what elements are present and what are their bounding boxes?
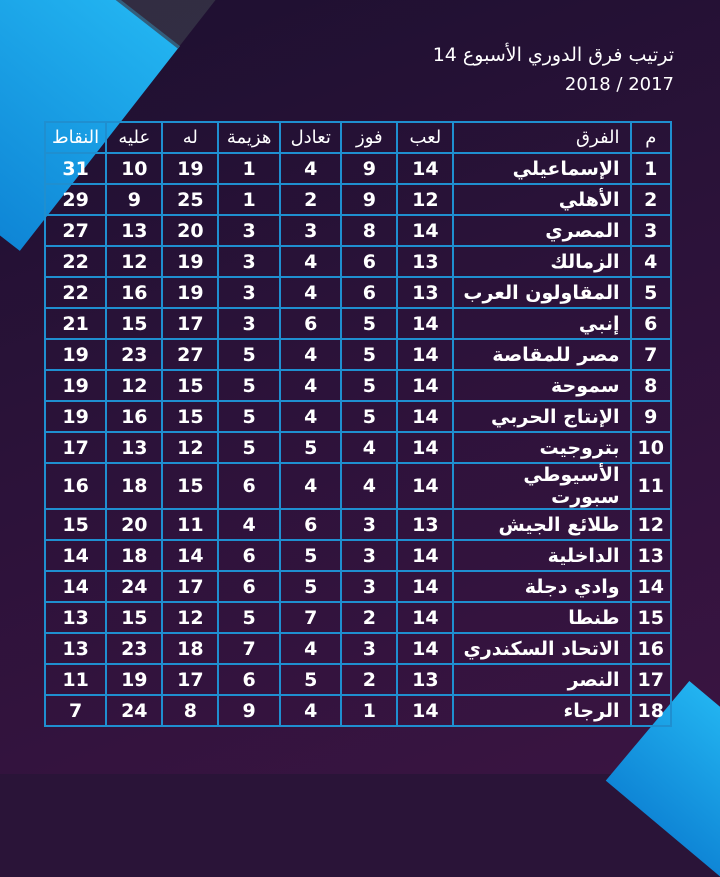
col-goals-against: عليه bbox=[106, 122, 162, 153]
cell-loss: 6 bbox=[218, 463, 280, 509]
cell-loss: 5 bbox=[218, 370, 280, 401]
table-row bbox=[45, 215, 671, 246]
cell-goals-for: 17 bbox=[162, 308, 218, 339]
table-row bbox=[45, 246, 671, 277]
cell-win: 5 bbox=[341, 339, 397, 370]
cell-points: 22 bbox=[45, 246, 106, 277]
table-row bbox=[45, 571, 671, 602]
cell-points: 16 bbox=[45, 463, 106, 509]
cell-draw: 2 bbox=[280, 184, 341, 215]
table-row bbox=[45, 184, 671, 215]
col-team: الفرق bbox=[453, 122, 630, 153]
cell-played: 13 bbox=[397, 277, 453, 308]
cell-loss: 6 bbox=[218, 571, 280, 602]
cell-rank: 3 bbox=[631, 215, 671, 246]
cell-goals-against: 13 bbox=[106, 432, 162, 463]
cell-win: 2 bbox=[341, 602, 397, 633]
cell-win: 6 bbox=[341, 277, 397, 308]
cell-goals-against: 18 bbox=[106, 463, 162, 509]
cell-goals-for: 19 bbox=[162, 277, 218, 308]
cell-loss: 6 bbox=[218, 664, 280, 695]
cell-goals-for: 25 bbox=[162, 184, 218, 215]
cell-win: 9 bbox=[341, 184, 397, 215]
cell-points: 27 bbox=[45, 215, 106, 246]
cell-team: طنطا bbox=[453, 602, 630, 633]
table-row bbox=[45, 602, 671, 633]
cell-played: 13 bbox=[397, 664, 453, 695]
cell-goals-against: 12 bbox=[106, 370, 162, 401]
cell-points: 21 bbox=[45, 308, 106, 339]
cell-rank: 14 bbox=[631, 571, 671, 602]
cell-win: 3 bbox=[341, 509, 397, 540]
table-row bbox=[45, 370, 671, 401]
cell-played: 14 bbox=[397, 153, 453, 184]
cell-draw: 5 bbox=[280, 432, 341, 463]
cell-loss: 1 bbox=[218, 184, 280, 215]
cell-team: الأسيوطي سبورت bbox=[453, 463, 630, 509]
col-rank: م bbox=[631, 122, 671, 153]
cell-rank: 15 bbox=[631, 602, 671, 633]
cell-goals-for: 14 bbox=[162, 540, 218, 571]
cell-team: المصري bbox=[453, 215, 630, 246]
cell-loss: 5 bbox=[218, 401, 280, 432]
page-title: ترتيب فرق الدوري الأسبوع 14 bbox=[432, 44, 674, 66]
cell-played: 14 bbox=[397, 540, 453, 571]
cell-rank: 2 bbox=[631, 184, 671, 215]
cell-goals-for: 11 bbox=[162, 509, 218, 540]
season-label: 2018 / 2017 bbox=[564, 74, 674, 95]
cell-draw: 4 bbox=[280, 153, 341, 184]
cell-draw: 6 bbox=[280, 509, 341, 540]
cell-loss: 4 bbox=[218, 509, 280, 540]
col-goals-for: له bbox=[162, 122, 218, 153]
cell-rank: 10 bbox=[631, 432, 671, 463]
cell-team: الإنتاج الحربي bbox=[453, 401, 630, 432]
cell-goals-against: 15 bbox=[106, 602, 162, 633]
cell-played: 14 bbox=[397, 633, 453, 664]
cell-goals-against: 16 bbox=[106, 401, 162, 432]
table-row bbox=[45, 540, 671, 571]
cell-goals-against: 20 bbox=[106, 509, 162, 540]
cell-points: 19 bbox=[45, 401, 106, 432]
cell-team: بتروجيت bbox=[453, 432, 630, 463]
cell-played: 14 bbox=[397, 370, 453, 401]
cell-goals-for: 20 bbox=[162, 215, 218, 246]
cell-loss: 3 bbox=[218, 277, 280, 308]
cell-loss: 1 bbox=[218, 153, 280, 184]
cell-goals-for: 19 bbox=[162, 246, 218, 277]
cell-draw: 3 bbox=[280, 215, 341, 246]
cell-played: 14 bbox=[397, 308, 453, 339]
cell-team: المقاولون العرب bbox=[453, 277, 630, 308]
table-row bbox=[45, 153, 671, 184]
cell-points: 13 bbox=[45, 633, 106, 664]
cell-goals-against: 9 bbox=[106, 184, 162, 215]
cell-goals-for: 17 bbox=[162, 664, 218, 695]
cell-goals-for: 19 bbox=[162, 153, 218, 184]
cell-rank: 4 bbox=[631, 246, 671, 277]
cell-points: 31 bbox=[45, 153, 106, 184]
cell-played: 13 bbox=[397, 246, 453, 277]
cell-played: 14 bbox=[397, 432, 453, 463]
cell-rank: 13 bbox=[631, 540, 671, 571]
cell-team: سموحة bbox=[453, 370, 630, 401]
cell-team: الاتحاد السكندري bbox=[453, 633, 630, 664]
cell-team: الأهلي bbox=[453, 184, 630, 215]
cell-played: 12 bbox=[397, 184, 453, 215]
cell-team: الزمالك bbox=[453, 246, 630, 277]
cell-points: 14 bbox=[45, 571, 106, 602]
cell-win: 6 bbox=[341, 246, 397, 277]
table-row bbox=[45, 401, 671, 432]
cell-rank: 16 bbox=[631, 633, 671, 664]
cell-goals-for: 27 bbox=[162, 339, 218, 370]
cell-draw: 4 bbox=[280, 633, 341, 664]
cell-goals-against: 23 bbox=[106, 339, 162, 370]
cell-team: الرجاء bbox=[453, 695, 630, 726]
cell-goals-for: 18 bbox=[162, 633, 218, 664]
cell-win: 1 bbox=[341, 695, 397, 726]
col-win: فوز bbox=[341, 122, 397, 153]
cell-rank: 6 bbox=[631, 308, 671, 339]
cell-rank: 18 bbox=[631, 695, 671, 726]
cell-played: 14 bbox=[397, 401, 453, 432]
cell-goals-against: 12 bbox=[106, 246, 162, 277]
cell-played: 14 bbox=[397, 339, 453, 370]
cell-win: 2 bbox=[341, 664, 397, 695]
cell-draw: 6 bbox=[280, 308, 341, 339]
cell-goals-for: 15 bbox=[162, 463, 218, 509]
cell-played: 14 bbox=[397, 463, 453, 509]
cell-draw: 4 bbox=[280, 695, 341, 726]
cell-points: 17 bbox=[45, 432, 106, 463]
cell-points: 19 bbox=[45, 370, 106, 401]
cell-draw: 4 bbox=[280, 246, 341, 277]
cell-draw: 4 bbox=[280, 463, 341, 509]
cell-goals-for: 12 bbox=[162, 602, 218, 633]
cell-rank: 5 bbox=[631, 277, 671, 308]
cell-goals-for: 12 bbox=[162, 432, 218, 463]
cell-played: 14 bbox=[397, 695, 453, 726]
table-row bbox=[45, 695, 671, 726]
cell-goals-against: 13 bbox=[106, 215, 162, 246]
cell-team: النصر bbox=[453, 664, 630, 695]
table-row bbox=[45, 277, 671, 308]
cell-goals-against: 16 bbox=[106, 277, 162, 308]
header bbox=[433, 44, 674, 95]
cell-goals-against: 15 bbox=[106, 308, 162, 339]
cell-win: 5 bbox=[341, 370, 397, 401]
cell-draw: 4 bbox=[280, 370, 341, 401]
standings-table bbox=[44, 121, 672, 727]
cell-goals-for: 15 bbox=[162, 370, 218, 401]
table-row bbox=[45, 432, 671, 463]
cell-goals-against: 18 bbox=[106, 540, 162, 571]
col-played: لعب bbox=[397, 122, 453, 153]
cell-loss: 9 bbox=[218, 695, 280, 726]
cell-win: 3 bbox=[341, 571, 397, 602]
cell-win: 3 bbox=[341, 633, 397, 664]
cell-goals-against: 10 bbox=[106, 153, 162, 184]
cell-goals-against: 24 bbox=[106, 695, 162, 726]
cell-team: مصر للمقاصة bbox=[453, 339, 630, 370]
cell-loss: 5 bbox=[218, 432, 280, 463]
cell-points: 14 bbox=[45, 540, 106, 571]
cell-played: 13 bbox=[397, 509, 453, 540]
cell-win: 8 bbox=[341, 215, 397, 246]
cell-goals-for: 17 bbox=[162, 571, 218, 602]
cell-team: وادي دجلة bbox=[453, 571, 630, 602]
cell-goals-against: 23 bbox=[106, 633, 162, 664]
cell-loss: 3 bbox=[218, 308, 280, 339]
cell-points: 7 bbox=[45, 695, 106, 726]
table-row bbox=[45, 308, 671, 339]
table-row bbox=[45, 633, 671, 664]
cell-loss: 3 bbox=[218, 215, 280, 246]
cell-team: إنبي bbox=[453, 308, 630, 339]
cell-rank: 8 bbox=[631, 370, 671, 401]
cell-draw: 4 bbox=[280, 339, 341, 370]
cell-rank: 11 bbox=[631, 463, 671, 509]
cell-rank: 7 bbox=[631, 339, 671, 370]
cell-win: 9 bbox=[341, 153, 397, 184]
cell-loss: 7 bbox=[218, 633, 280, 664]
cell-team: الإسماعيلي bbox=[453, 153, 630, 184]
cell-points: 29 bbox=[45, 184, 106, 215]
cell-points: 15 bbox=[45, 509, 106, 540]
cell-points: 19 bbox=[45, 339, 106, 370]
cell-draw: 7 bbox=[280, 602, 341, 633]
table-row bbox=[45, 509, 671, 540]
table-row bbox=[45, 339, 671, 370]
cell-rank: 12 bbox=[631, 509, 671, 540]
cell-draw: 5 bbox=[280, 571, 341, 602]
table-row bbox=[45, 463, 671, 509]
cell-played: 14 bbox=[397, 602, 453, 633]
cell-points: 13 bbox=[45, 602, 106, 633]
cell-goals-for: 8 bbox=[162, 695, 218, 726]
cell-win: 4 bbox=[341, 463, 397, 509]
cell-draw: 5 bbox=[280, 540, 341, 571]
cell-draw: 5 bbox=[280, 664, 341, 695]
cell-loss: 5 bbox=[218, 602, 280, 633]
cell-goals-for: 15 bbox=[162, 401, 218, 432]
col-draw: تعادل bbox=[280, 122, 341, 153]
cell-points: 11 bbox=[45, 664, 106, 695]
cell-draw: 4 bbox=[280, 277, 341, 308]
cell-draw: 4 bbox=[280, 401, 341, 432]
cell-win: 5 bbox=[341, 401, 397, 432]
cell-points: 22 bbox=[45, 277, 106, 308]
cell-rank: 9 bbox=[631, 401, 671, 432]
col-loss: هزيمة bbox=[218, 122, 280, 153]
cell-win: 5 bbox=[341, 308, 397, 339]
cell-rank: 1 bbox=[631, 153, 671, 184]
cell-loss: 3 bbox=[218, 246, 280, 277]
cell-goals-against: 24 bbox=[106, 571, 162, 602]
cell-played: 14 bbox=[397, 215, 453, 246]
table-row bbox=[45, 664, 671, 695]
cell-team: الداخلية bbox=[453, 540, 630, 571]
table-header-row bbox=[45, 122, 671, 153]
col-points: النقاط bbox=[45, 122, 106, 153]
cell-loss: 6 bbox=[218, 540, 280, 571]
cell-rank: 17 bbox=[631, 664, 671, 695]
cell-loss: 5 bbox=[218, 339, 280, 370]
cell-team: طلائع الجيش bbox=[453, 509, 630, 540]
cell-win: 3 bbox=[341, 540, 397, 571]
cell-played: 14 bbox=[397, 571, 453, 602]
cell-win: 4 bbox=[341, 432, 397, 463]
cell-goals-against: 19 bbox=[106, 664, 162, 695]
